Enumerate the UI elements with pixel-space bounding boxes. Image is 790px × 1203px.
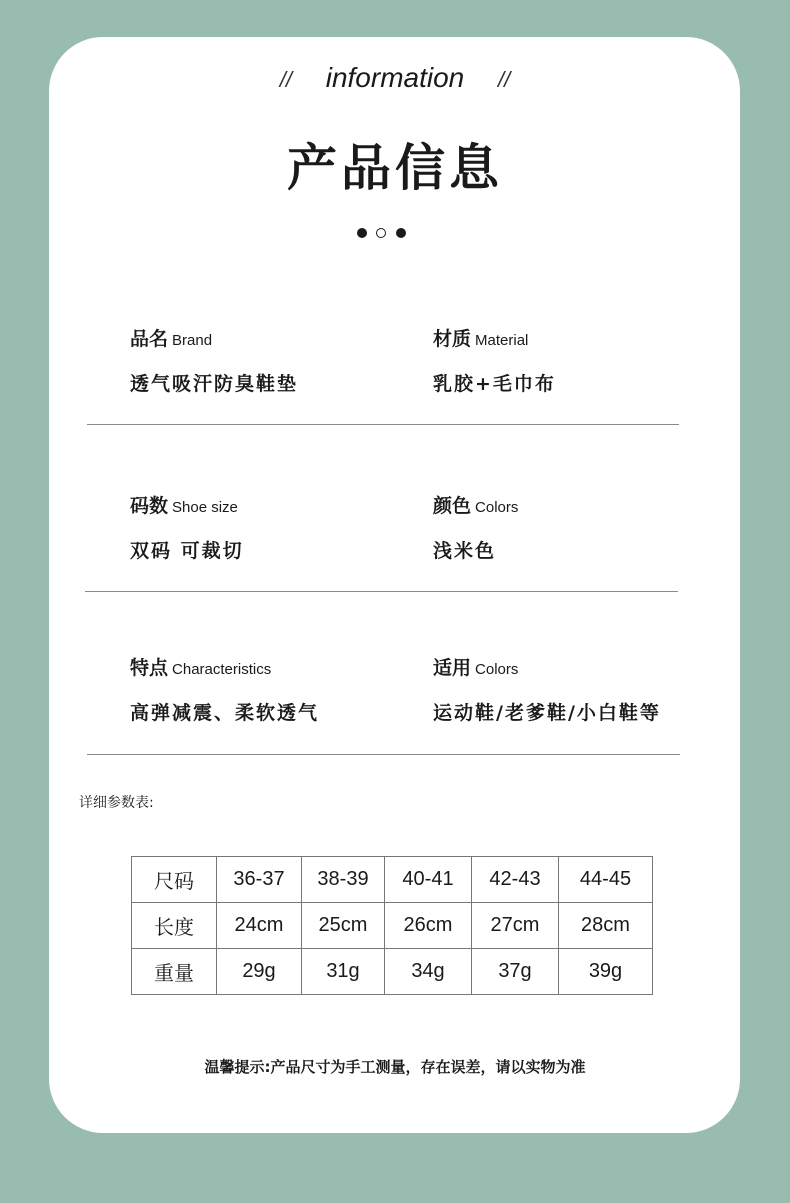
table-cell: 27cm bbox=[472, 903, 559, 949]
divider bbox=[87, 424, 679, 425]
table-row bbox=[132, 903, 653, 949]
table-cell: 36-37 bbox=[217, 857, 302, 903]
table-cell: 34g bbox=[385, 949, 472, 995]
table-cell: 39g bbox=[559, 949, 653, 995]
table-cell: 38-39 bbox=[302, 857, 385, 903]
field-label: 颜色 Colors bbox=[433, 495, 519, 517]
table-cell: 28cm bbox=[559, 903, 653, 949]
table-cell: 25cm bbox=[302, 903, 385, 949]
field-brand bbox=[130, 324, 298, 396]
field-label: 适用 Colors bbox=[433, 657, 519, 679]
measurement-notice: 温馨提示:产品尺寸为手工测量，存在误差，请以实物为准 bbox=[204, 1058, 586, 1076]
table-cell: 37g bbox=[472, 949, 559, 995]
table-cell: 40-41 bbox=[385, 857, 472, 903]
field-value: 透气吸汗防臭鞋垫 bbox=[130, 373, 299, 395]
table-cell: 长度 bbox=[132, 903, 217, 949]
table-row bbox=[132, 857, 653, 903]
field-label: 品名 Brand bbox=[130, 328, 213, 350]
table-cell: 42-43 bbox=[472, 857, 559, 903]
dot-filled-icon bbox=[396, 228, 406, 238]
field-material bbox=[433, 324, 556, 396]
field-value: 运动鞋/老爹鞋/小白鞋等 bbox=[433, 702, 661, 724]
dot-filled-icon bbox=[357, 228, 367, 238]
field-shoe-size bbox=[130, 491, 244, 563]
field-value: 浅米色 bbox=[433, 540, 497, 562]
table-cell: 44-45 bbox=[559, 857, 653, 903]
field-characteristics bbox=[130, 653, 319, 725]
divider bbox=[85, 591, 678, 592]
field-applicable bbox=[433, 653, 661, 725]
dot-outline-icon bbox=[376, 228, 386, 238]
field-label: 码数 Shoe size bbox=[130, 495, 238, 517]
field-colors bbox=[433, 491, 518, 563]
table-cell: 26cm bbox=[385, 903, 472, 949]
slash-right-decoration: // bbox=[498, 67, 511, 92]
page-title: 产品信息 bbox=[287, 139, 503, 197]
detail-table-label: 详细参数表: bbox=[79, 795, 154, 811]
field-label: 材质 Material bbox=[433, 328, 529, 350]
table-cell: 重量 bbox=[132, 949, 217, 995]
divider bbox=[87, 754, 680, 755]
table-row bbox=[132, 949, 653, 995]
table-cell: 29g bbox=[217, 949, 302, 995]
field-value: 高弹减震、柔软透气 bbox=[130, 702, 320, 724]
field-value: 双码 可裁切 bbox=[130, 540, 244, 562]
slash-left-decoration: // bbox=[279, 67, 292, 92]
field-label: 特点 Characteristics bbox=[130, 657, 272, 679]
size-spec-table bbox=[131, 856, 653, 995]
table-cell: 24cm bbox=[217, 903, 302, 949]
dots-decoration bbox=[357, 228, 417, 240]
field-value: 乳胶+毛巾布 bbox=[433, 373, 556, 395]
table-cell: 尺码 bbox=[132, 857, 217, 903]
subtitle-text: information bbox=[325, 62, 465, 93]
section-subtitle bbox=[0, 62, 790, 94]
table-cell: 31g bbox=[302, 949, 385, 995]
